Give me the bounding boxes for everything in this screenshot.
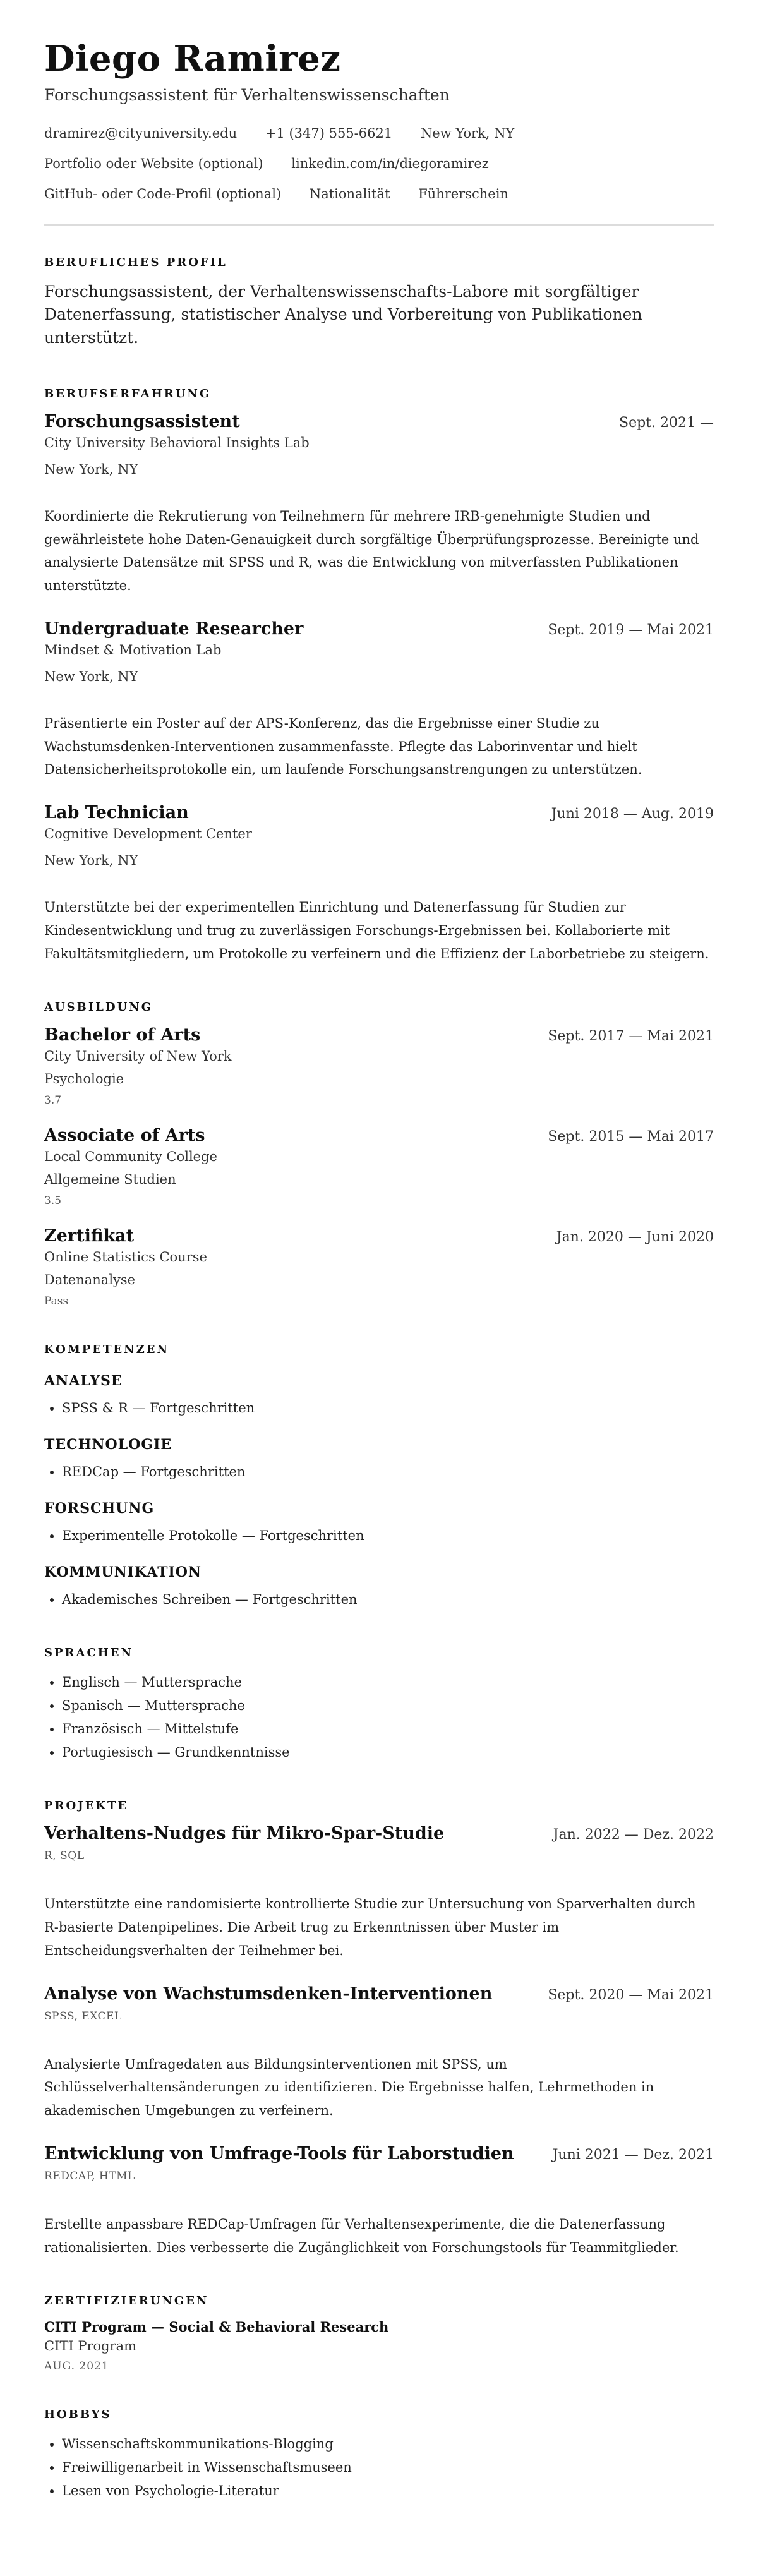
experience-entry (44, 619, 714, 781)
degree-date: Sept. 2015 — Mai 2017 (548, 1129, 714, 1145)
contact-license: Führerschein (418, 186, 508, 202)
job-title: Forschungsassistent (44, 411, 240, 431)
education-entry (44, 1226, 714, 1308)
project-entry (44, 1824, 714, 1962)
degree-date: Jan. 2020 — Juni 2020 (556, 1229, 714, 1246)
field-of-study: Psychologie (44, 1071, 124, 1087)
section-title-education: AUSBILDUNG (44, 1001, 153, 1014)
grade: 3.7 (44, 1094, 62, 1107)
candidate-name: Diego Ramirez (44, 38, 341, 80)
contact-row (44, 126, 714, 141)
education-entry (44, 1126, 714, 1207)
section-title-hobbies: HOBBYS (44, 2408, 112, 2422)
language-item: • Englisch — Muttersprache (62, 1671, 714, 1694)
header-divider (44, 224, 714, 226)
school-name: Local Community College (44, 1149, 217, 1165)
skill-category: TECHNOLOGIE (44, 1436, 172, 1453)
contact-email[interactable]: dramirez@cityuniversity.edu (44, 126, 238, 141)
project-description: Erstellte anpassbare REDCap-Umfragen für Verhaltensexperimente, die die Datenerfassung rationalisierten. Dies verbesserte die Zugänglichkeit von Forschungstools für Teammitglieder. (44, 2216, 679, 2255)
project-tech: REDCAP, HTML (44, 2169, 135, 2182)
degree-title: Associate of Arts (44, 1126, 205, 1146)
skill-category: KOMMUNIKATION (44, 1563, 202, 1580)
experience-entry (44, 412, 714, 598)
contact-portfolio[interactable]: Portfolio oder Website (optional) (44, 156, 263, 171)
certifications-section (44, 2294, 714, 2373)
job-title: Undergraduate Researcher (44, 618, 304, 639)
skill-list (44, 1397, 714, 1420)
contact-github[interactable]: GitHub- oder Code-Profil (optional) (44, 186, 282, 202)
hobby-list (44, 2433, 714, 2502)
skill-item: • SPSS & R — Fortgeschritten (62, 1397, 714, 1420)
job-org: Cognitive Development Center (44, 826, 252, 841)
project-description: Unterstützte eine randomisierte kontrollierte Studie zur Untersuchung von Sparverhalten durch R-basierte Datenpipelines. Die Arbeit trug zu Erkenntnissen über Muster im Entscheidungsverhalten der Teilnehmer bei. (44, 1896, 696, 1958)
skill-list (44, 1524, 714, 1548)
project-description: Analysierte Umfragedaten aus Bildungsinterventionen mit SPSS, um Schlüsselverhaltensänderungen zu identifizieren. Die Ergebnisse halfen, Lehrmethoden in akademischen Umgebungen zu verfeinern. (44, 2056, 654, 2118)
skill-category: ANALYSE (44, 1373, 123, 1390)
grade: Pass (44, 1295, 69, 1308)
project-tech: SPSS, EXCEL (44, 2009, 122, 2023)
hobby-item: • Freiwilligenarbeit in Wissenschaftsmuseen (62, 2456, 714, 2479)
cert-issuer: CITI Program (44, 2338, 137, 2354)
section-title-certifications: ZERTIFIZIERUNGEN (44, 2294, 209, 2308)
hobby-item: • Lesen von Psychologie-Literatur (62, 2479, 714, 2503)
education-entry (44, 1025, 714, 1107)
contact-row (44, 156, 714, 171)
degree-date: Sept. 2017 — Mai 2021 (548, 1028, 714, 1045)
hobbies-section (44, 2408, 714, 2502)
section-title-projects: PROJEKTE (44, 1799, 129, 1813)
skill-list (44, 1588, 714, 1611)
language-item: • Spanisch — Muttersprache (62, 1694, 714, 1718)
contact-linkedin[interactable]: linkedin.com/in/diegoramirez (291, 156, 489, 171)
job-description: Koordinierte die Rekrutierung von Teilnehmern für mehrere IRB-genehmigte Studien und gewährleistete hohe Daten-Genauigkeit durch sorgfältige Überprüfungsprozesse. Bereinigte und analysierte Datensätze mit SPSS und R, was die Entwicklung von mitverfassten Publikationen unterstützte. (44, 508, 699, 593)
candidate-headline: Forschungsassistent für Verhaltenswissenschaften (44, 86, 450, 104)
cert-date: AUG. 2021 (44, 2360, 109, 2373)
project-title: Verhaltens-Nudges für Mikro-Spar-Studie (44, 1824, 445, 1844)
job-description: Präsentierte ein Poster auf der APS-Konferenz, das die Ergebnisse einer Studie zu Wachstumsdenken-Interventionen zusammenfasste. Pflegte das Laborinventar und hielt Datensicherheitsprotokolle ein, um laufende Forschungsanstrengungen zu unterstützen. (44, 715, 642, 778)
project-entry (44, 1984, 714, 2122)
job-date: Juni 2018 — Aug. 2019 (551, 806, 714, 822)
language-list (44, 1671, 714, 1764)
project-tech: R, SQL (44, 1850, 85, 1863)
field-of-study: Allgemeine Studien (44, 1172, 176, 1188)
section-title-profile: BERUFLICHES PROFIL (44, 256, 227, 269)
contact-phone[interactable]: +1 (347) 555-6621 (265, 126, 393, 141)
degree-title: Bachelor of Arts (44, 1025, 201, 1045)
school-name: Online Statistics Course (44, 1249, 207, 1265)
education-section (44, 1001, 714, 1308)
contact-row (44, 186, 714, 202)
section-title-experience: BERUFSERFAHRUNG (44, 387, 212, 400)
job-org: Mindset & Motivation Lab (44, 642, 222, 658)
projects-section (44, 1799, 714, 2259)
skill-item: • Akademisches Schreiben — Fortgeschritten (62, 1588, 714, 1611)
skill-list (44, 1460, 714, 1484)
school-name: City University of New York (44, 1049, 232, 1064)
profile-summary: Forschungsassistent, der Verhaltenswissenschafts-Labore mit sorgfältiger Datenerfassung, statistischer Analyse und Vorbereitung von Publikationen unterstützt. (44, 282, 642, 347)
job-location: New York, NY (44, 853, 138, 868)
languages-section (44, 1646, 714, 1764)
contact-location: New York, NY (420, 126, 515, 141)
project-date: Sept. 2020 — Mai 2021 (548, 1987, 714, 2003)
language-item: • Französisch — Mittelstufe (62, 1718, 714, 1741)
project-date: Jan. 2022 — Dez. 2022 (553, 1827, 714, 1843)
project-title: Entwicklung von Umfrage-Tools für Laborstudien (44, 2143, 514, 2164)
project-date: Juni 2021 — Dez. 2021 (552, 2146, 714, 2163)
section-title-skills: KOMPETENZEN (44, 1343, 169, 1357)
degree-title: Zertifikat (44, 1226, 135, 1246)
job-location: New York, NY (44, 668, 138, 684)
field-of-study: Datenanalyse (44, 1272, 136, 1288)
hobby-item: • Wissenschaftskommunikations-Blogging (62, 2433, 714, 2456)
grade: 3.5 (44, 1195, 62, 1208)
experience-section (44, 387, 714, 966)
skill-item: • REDCap — Fortgeschritten (62, 1460, 714, 1484)
cert-title: CITI Program — Social & Behavioral Research (44, 2319, 389, 2335)
experience-entry (44, 803, 714, 965)
contact-nationality: Nationalität (309, 186, 390, 202)
job-date: Sept. 2019 — Mai 2021 (548, 622, 714, 638)
skill-category: FORSCHUNG (44, 1500, 155, 1517)
skill-item: • Experimentelle Protokolle — Fortgeschritten (62, 1524, 714, 1548)
project-title: Analyse von Wachstumsdenken-Interventionen (44, 1983, 493, 2004)
language-item: • Portugiesisch — Grundkenntnisse (62, 1741, 714, 1764)
job-location: New York, NY (44, 461, 138, 477)
skills-section (44, 1343, 714, 1611)
project-entry (44, 2144, 714, 2260)
job-org: City University Behavioral Insights Lab (44, 435, 310, 450)
section-title-languages: SPRACHEN (44, 1646, 133, 1660)
job-date: Sept. 2021 — (619, 414, 714, 431)
job-description: Unterstützte bei der experimentellen Einrichtung und Datenerfassung für Studien zur Kindesentwicklung und trug zu zuverlässigen Forschungs-Ergebnissen bei. Kollaborierte mit Fakultätsmitgliedern, um Protokolle zu verfeinern und die Effizienz der Laborbetriebe zu steigern. (44, 900, 709, 961)
job-title: Lab Technician (44, 803, 189, 822)
